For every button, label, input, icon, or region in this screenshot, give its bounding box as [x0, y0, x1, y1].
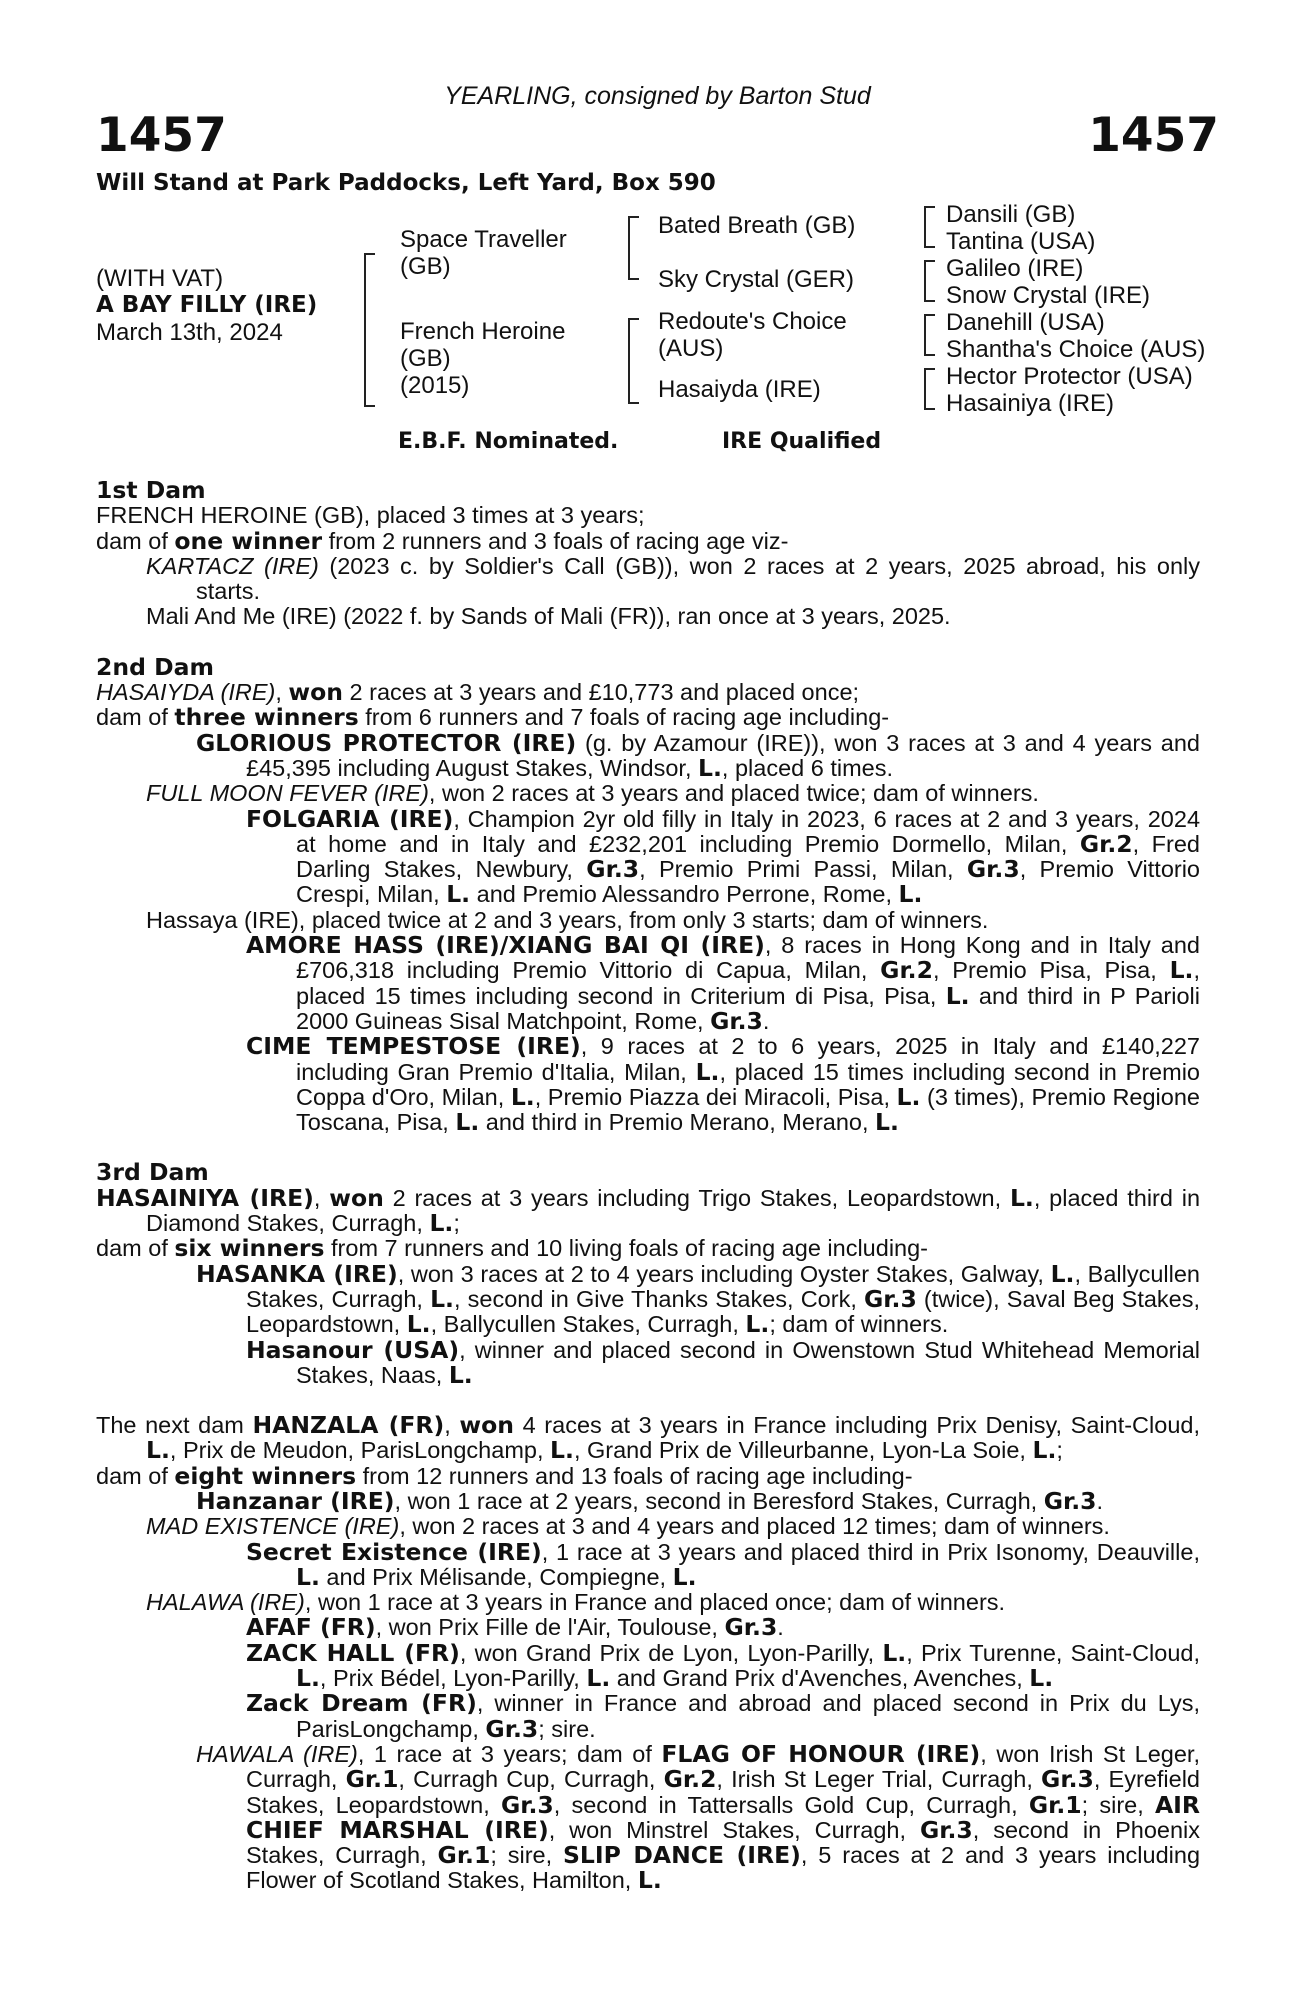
text: . — [1096, 1487, 1104, 1514]
stand-location: Will Stand at Park Paddocks, Left Yard, Box 590 — [96, 170, 716, 196]
bold-text: L. — [446, 880, 471, 909]
text: , won 2 races at 3 years and placed twice; dam of winners. — [428, 780, 1039, 807]
bold-text: L. — [672, 1562, 697, 1591]
text: , Eyrefield Stakes, Leopardstown, — [246, 1766, 1200, 1818]
record-entry — [96, 1638, 1200, 1693]
brace-ggp-1 — [924, 206, 935, 248]
record-entry — [96, 554, 1200, 605]
italic-text: KARTACZ (IRE) — [146, 552, 319, 579]
text: (3 times), Premio Regione Toscana, Pisa, — [296, 1083, 1200, 1136]
bold-text: won — [459, 1411, 515, 1440]
bold-text: ZACK HALL (FR) — [246, 1638, 460, 1667]
text: from 2 runners and 3 foals of racing age viz- — [322, 527, 789, 554]
text: , Irish St Leger Trial, Curragh, — [716, 1766, 1042, 1793]
bold-text: Gr.3 — [586, 855, 640, 884]
text: , second in Tattersalls Gold Cup, Curragh, — [553, 1791, 1029, 1818]
record-entry — [96, 1514, 1200, 1539]
italic-text: MAD EXISTENCE (IRE) — [146, 1513, 400, 1540]
text: , Ballycullen Stakes, Curragh, — [246, 1260, 1200, 1312]
bold-text: HASANKA (IRE) — [196, 1259, 398, 1288]
text: 2 races at 3 years including Trigo Stakes, Leopardstown, — [383, 1184, 1010, 1211]
bold-text: Gr.3 — [919, 1815, 973, 1844]
text: , Premio Pisa, Pisa, — [932, 957, 1170, 984]
text: , winner and placed second in Owenstown Stud Whitehead Memorial Stakes, Naas, — [296, 1336, 1201, 1388]
text: The next dam — [96, 1412, 253, 1439]
record-entry — [96, 1461, 1200, 1490]
text: , won 1 race at 2 years, second in Beresford Stakes, Curragh, — [394, 1487, 1044, 1514]
record-entry — [96, 728, 1200, 782]
lot-number-left: 1457 — [96, 108, 227, 163]
section-title: 2nd Dam — [96, 652, 214, 681]
bold-text: L. — [296, 1562, 320, 1591]
bold-text: three winners — [174, 703, 359, 732]
record-entry — [96, 933, 1200, 1034]
record-entry — [96, 526, 1200, 555]
text: dam of — [96, 527, 175, 554]
record-entry — [96, 1259, 1201, 1339]
bold-text: FOLGARIA (IRE) — [246, 804, 454, 833]
text: dam of — [96, 1462, 175, 1489]
record-entry — [96, 1739, 1201, 1895]
text: , won Minstrel Stakes, Curragh, — [548, 1816, 920, 1843]
bold-text: Gr.1 — [1028, 1790, 1082, 1819]
text: (2023 c. by Soldier's Call (GB)), won 2 races at 2 years, 2025 abroad, his only starts. — [196, 552, 1200, 605]
text: from 12 runners and 13 foals of racing age including- — [356, 1462, 913, 1489]
brace-parents — [364, 253, 375, 407]
text: , — [275, 679, 289, 706]
bold-text: won — [329, 1183, 384, 1212]
bold-text: L. — [882, 1638, 907, 1667]
text: , Fred Darling Stakes, Newbury, — [296, 830, 1200, 883]
record-entry — [96, 1537, 1200, 1591]
bold-text: Gr.1 — [437, 1841, 491, 1870]
text: , Premio Primi Passi, Milan, — [639, 856, 967, 883]
bold-text: Gr.3 — [1041, 1765, 1094, 1794]
text: , won Irish St Leger, Curragh, — [246, 1740, 1200, 1793]
record-entry — [96, 1413, 1200, 1464]
bold-text: L. — [898, 880, 923, 909]
text: , placed 6 times. — [721, 754, 894, 781]
text: ; dam of winners. — [769, 1311, 949, 1338]
text: and Prix Mélisande, Compiegne, — [319, 1563, 673, 1590]
bold-text: Gr.2 — [880, 956, 933, 985]
bold-text: L. — [146, 1436, 170, 1465]
bold-text: Gr.1 — [345, 1765, 399, 1794]
text: , Champion 2yr old filly in Italy in 2023, 6 races at 2 and 3 years, 2024 at home and in Italy and £232,201 including Premio Dormello, Milan, — [296, 805, 1201, 857]
dam-sire: Redoute's Choice (AUS) — [658, 308, 847, 362]
bold-text: Gr.2 — [663, 1765, 717, 1794]
bold-text: L. — [637, 1866, 662, 1895]
text: , placed 15 times including second in Criterium di Pisa, Pisa, — [296, 957, 1200, 1009]
text: (g. by Azamour (IRE)), won 3 races at 3 and 4 years and £45,395 including August Stakes, Windsor, — [246, 729, 1200, 781]
bold-text: L. — [1009, 1183, 1034, 1212]
foaling-date: March 13th, 2024 — [96, 319, 283, 346]
bold-text: HANZALA (FR) — [252, 1411, 445, 1440]
text: ; — [1056, 1437, 1063, 1464]
text: from 7 runners and 10 living foals of racing age including- — [324, 1235, 929, 1262]
text: , Prix Turenne, Saint-Cloud, — [906, 1639, 1200, 1666]
bold-text: eight winners — [174, 1461, 357, 1490]
text: 2 races at 3 years and £10,773 and placed once; — [342, 679, 860, 706]
bold-text: L. — [875, 1108, 899, 1137]
text: , won Prix Fille de l'Air, Toulouse, — [375, 1614, 725, 1641]
text: , won 2 races at 3 and 4 years and placed 12 times; dam of winners. — [399, 1513, 1110, 1540]
text: ; — [453, 1210, 460, 1237]
bold-text: L. — [448, 1360, 473, 1389]
record-entry — [96, 604, 1200, 629]
bold-text: L. — [406, 1310, 431, 1339]
record-entry — [96, 1486, 1200, 1515]
bold-text: Zack Dream (FR) — [246, 1689, 477, 1718]
bold-text: Gr.3 — [863, 1284, 917, 1313]
record-entry — [96, 1615, 1200, 1640]
bold-text: L. — [945, 981, 970, 1010]
text: and Grand Prix d'Avenches, Avenches, — [610, 1665, 1030, 1692]
text: , 1 race at 3 years and placed third in Prix Isonomy, Deauville, — [541, 1538, 1200, 1565]
ire-qualified: IRE Qualified — [722, 429, 882, 454]
sire: Space Traveller (GB) — [400, 226, 567, 280]
text: , second in Give Thanks Stakes, Cork, — [453, 1285, 864, 1312]
text: , won 1 race at 3 years in France and placed once; dam of winners. — [304, 1589, 1006, 1616]
text: . — [777, 1614, 784, 1641]
lot-number-right: 1457 — [1088, 108, 1219, 163]
text: , 5 races at 2 and 3 years including Flower of Scotland Stakes, Hamilton, — [246, 1842, 1201, 1894]
bold-text: Gr.3 — [710, 1006, 763, 1035]
vat-label: (WITH VAT) — [96, 265, 224, 292]
text: , Grand Prix de Villeurbanne, Lyon-La Soie, — [573, 1437, 1033, 1464]
record-entry — [96, 1183, 1201, 1238]
bold-text: L. — [1050, 1259, 1075, 1288]
bold-text: L. — [896, 1082, 921, 1111]
brace-dam — [628, 318, 639, 404]
horse-name: A BAY FILLY (IRE) — [96, 292, 318, 318]
bold-text: Gr.3 — [966, 855, 1020, 884]
dam-section — [96, 478, 1200, 630]
sire-sire: Bated Breath (GB) — [658, 212, 856, 239]
text: , 8 races in Hong Kong and in Italy and £706,318 including Premio Vittorio di Capua, Milan, — [296, 932, 1200, 984]
text: , Ballycullen Stakes, Curragh, — [430, 1311, 746, 1338]
text: 4 races at 3 years in France including Prix Denisy, Saint-Cloud, — [514, 1412, 1200, 1439]
bold-text: L. — [1169, 956, 1194, 985]
text: FRENCH HEROINE (GB), placed 3 times at 3 years; — [96, 502, 645, 529]
text: , 1 race at 3 years; dam of — [357, 1740, 662, 1767]
bold-text: AMORE HASS (IRE)/XIANG BAI QI (IRE) — [246, 931, 765, 960]
bold-text: Gr.3 — [1043, 1486, 1097, 1515]
brace-sire — [628, 216, 639, 280]
bold-text: Secret Existence (IRE) — [246, 1537, 542, 1566]
text: (twice), Saval Beg Stakes, Leopardstown, — [246, 1285, 1201, 1338]
brace-ggp-2 — [924, 260, 935, 302]
record-entry — [96, 1590, 1200, 1615]
italic-text: HAWALA (IRE) — [196, 1740, 358, 1767]
text: , Curragh Cup, Curragh, — [398, 1766, 664, 1793]
consignment-caption: YEARLING, consigned by Barton Stud — [444, 82, 871, 110]
bold-text: L. — [586, 1664, 611, 1693]
text: , placed third in Diamond Stakes, Curragh, — [146, 1184, 1201, 1237]
bold-text: L. — [510, 1082, 535, 1111]
text: and third in P Parioli 2000 Guineas Sisal Matchpoint, Rome, — [296, 982, 1200, 1034]
record-entry — [96, 804, 1201, 909]
text: dam of — [96, 1235, 175, 1262]
text: . — [762, 1007, 770, 1034]
bold-text: AIR CHIEF MARSHAL (IRE) — [246, 1790, 1200, 1844]
bold-text: GLORIOUS PROTECTOR (IRE) — [196, 728, 577, 757]
bold-text: Gr.3 — [724, 1613, 778, 1642]
section-title: 1st Dam — [96, 476, 206, 504]
produce-record — [96, 478, 1200, 1919]
bold-text: AFAF (FR) — [246, 1613, 376, 1642]
great-grandparents: Dansili (GB) Tantina (USA) Galileo (IRE) Snow Crystal (IRE) Danehill (USA) Shantha's Choice (AUS) Hector Protector (USA) Hasainiya (IRE) — [946, 201, 1206, 417]
text: ; sire, — [490, 1842, 563, 1869]
italic-text: HALAWA (IRE) — [146, 1589, 305, 1616]
dam-section — [96, 652, 1201, 1137]
text: , won 3 races at 2 to 4 years including Oyster Stakes, Galway, — [397, 1260, 1051, 1287]
bold-text: Hasanour (USA) — [246, 1335, 460, 1364]
bold-text: won — [288, 678, 343, 707]
text: , placed 15 times including second in Premio Coppa d'Oro, Milan, — [296, 1058, 1200, 1110]
bold-text: L. — [1032, 1436, 1057, 1465]
bold-text: six winners — [174, 1234, 325, 1263]
text: , second in Phoenix Stakes, Curragh, — [246, 1816, 1200, 1869]
bold-text: Gr.3 — [485, 1714, 539, 1743]
bold-text: L. — [695, 1057, 720, 1086]
italic-text: FULL MOON FEVER (IRE) — [146, 780, 429, 807]
ebf-nominated: E.B.F. Nominated. — [398, 429, 619, 454]
text: , — [444, 1412, 460, 1439]
text: ; sire. — [538, 1715, 596, 1742]
bold-text: L. — [698, 753, 722, 782]
record-entry — [96, 1236, 1200, 1261]
text: Mali And Me (IRE) (2022 f. by Sands of Mali (FR)), ran once at 3 years, 2025. — [146, 603, 951, 630]
dam-section — [96, 1413, 1200, 1894]
text: , Premio Piazza dei Miracoli, Pisa, — [534, 1083, 897, 1110]
brace-ggp-3 — [924, 314, 935, 356]
sire-dam: Sky Crystal (GER) — [658, 266, 855, 293]
text: , winner in France and abroad and placed second in Prix du Lys, ParisLongchamp, — [296, 1690, 1200, 1742]
text: , — [313, 1184, 330, 1211]
text: , Premio Vittorio Crespi, Milan, — [296, 856, 1201, 908]
text: from 6 runners and 7 foals of racing age including- — [358, 704, 890, 731]
record-entry — [96, 908, 1200, 933]
bold-text: L. — [429, 1209, 454, 1238]
italic-text: HASAIYDA (IRE) — [96, 679, 276, 706]
bold-text: L. — [1029, 1664, 1054, 1693]
bold-text: SLIP DANCE (IRE) — [563, 1841, 801, 1870]
bold-text: L. — [455, 1108, 480, 1137]
bold-text: Hanzanar (IRE) — [196, 1486, 395, 1515]
bold-text: FLAG OF HONOUR (IRE) — [661, 1739, 981, 1768]
text: , won Grand Prix de Lyon, Lyon-Parilly, — [459, 1639, 883, 1666]
bold-text: L. — [550, 1436, 574, 1465]
section-title: 3rd Dam — [96, 1158, 209, 1187]
dam-dam: Hasaiyda (IRE) — [658, 376, 821, 403]
text: , Prix de Meudon, ParisLongchamp, — [169, 1437, 551, 1464]
text: , Prix Bédel, Lyon-Parilly, — [319, 1665, 587, 1692]
text: and third in Premio Merano, Merano, — [479, 1109, 876, 1136]
record-entry — [96, 680, 1200, 705]
bold-text: one winner — [174, 526, 323, 555]
text: ; sire, — [1081, 1791, 1155, 1818]
text: Hassaya (IRE), placed twice at 2 and 3 years, from only 3 starts; dam of winners. — [146, 906, 989, 933]
bold-text: Gr.2 — [1079, 829, 1133, 858]
record-entry — [96, 503, 1200, 528]
record-entry — [96, 705, 1200, 730]
text: , 9 races at 2 to 6 years, 2025 in Italy and £140,227 including Gran Premio d'Italia, Milan, — [296, 1033, 1200, 1085]
bold-text: L. — [430, 1284, 454, 1313]
record-entry — [96, 1691, 1200, 1742]
record-entry — [96, 1034, 1200, 1135]
dam-section — [96, 1160, 1200, 1388]
horse-details — [96, 265, 317, 346]
bold-text: CIME TEMPESTOSE (IRE) — [246, 1032, 581, 1061]
bold-text: HASAINIYA (IRE) — [96, 1183, 314, 1212]
text: and Premio Alessandro Perrone, Rome, — [470, 881, 899, 908]
bold-text: Gr.3 — [500, 1790, 554, 1819]
bold-text: L. — [745, 1310, 770, 1339]
record-entry — [96, 781, 1200, 806]
dam: French Heroine (GB) (2015) — [400, 318, 566, 399]
record-entry — [96, 1335, 1201, 1389]
bold-text: L. — [296, 1664, 320, 1693]
brace-ggp-4 — [924, 368, 935, 410]
text: dam of — [96, 704, 175, 731]
